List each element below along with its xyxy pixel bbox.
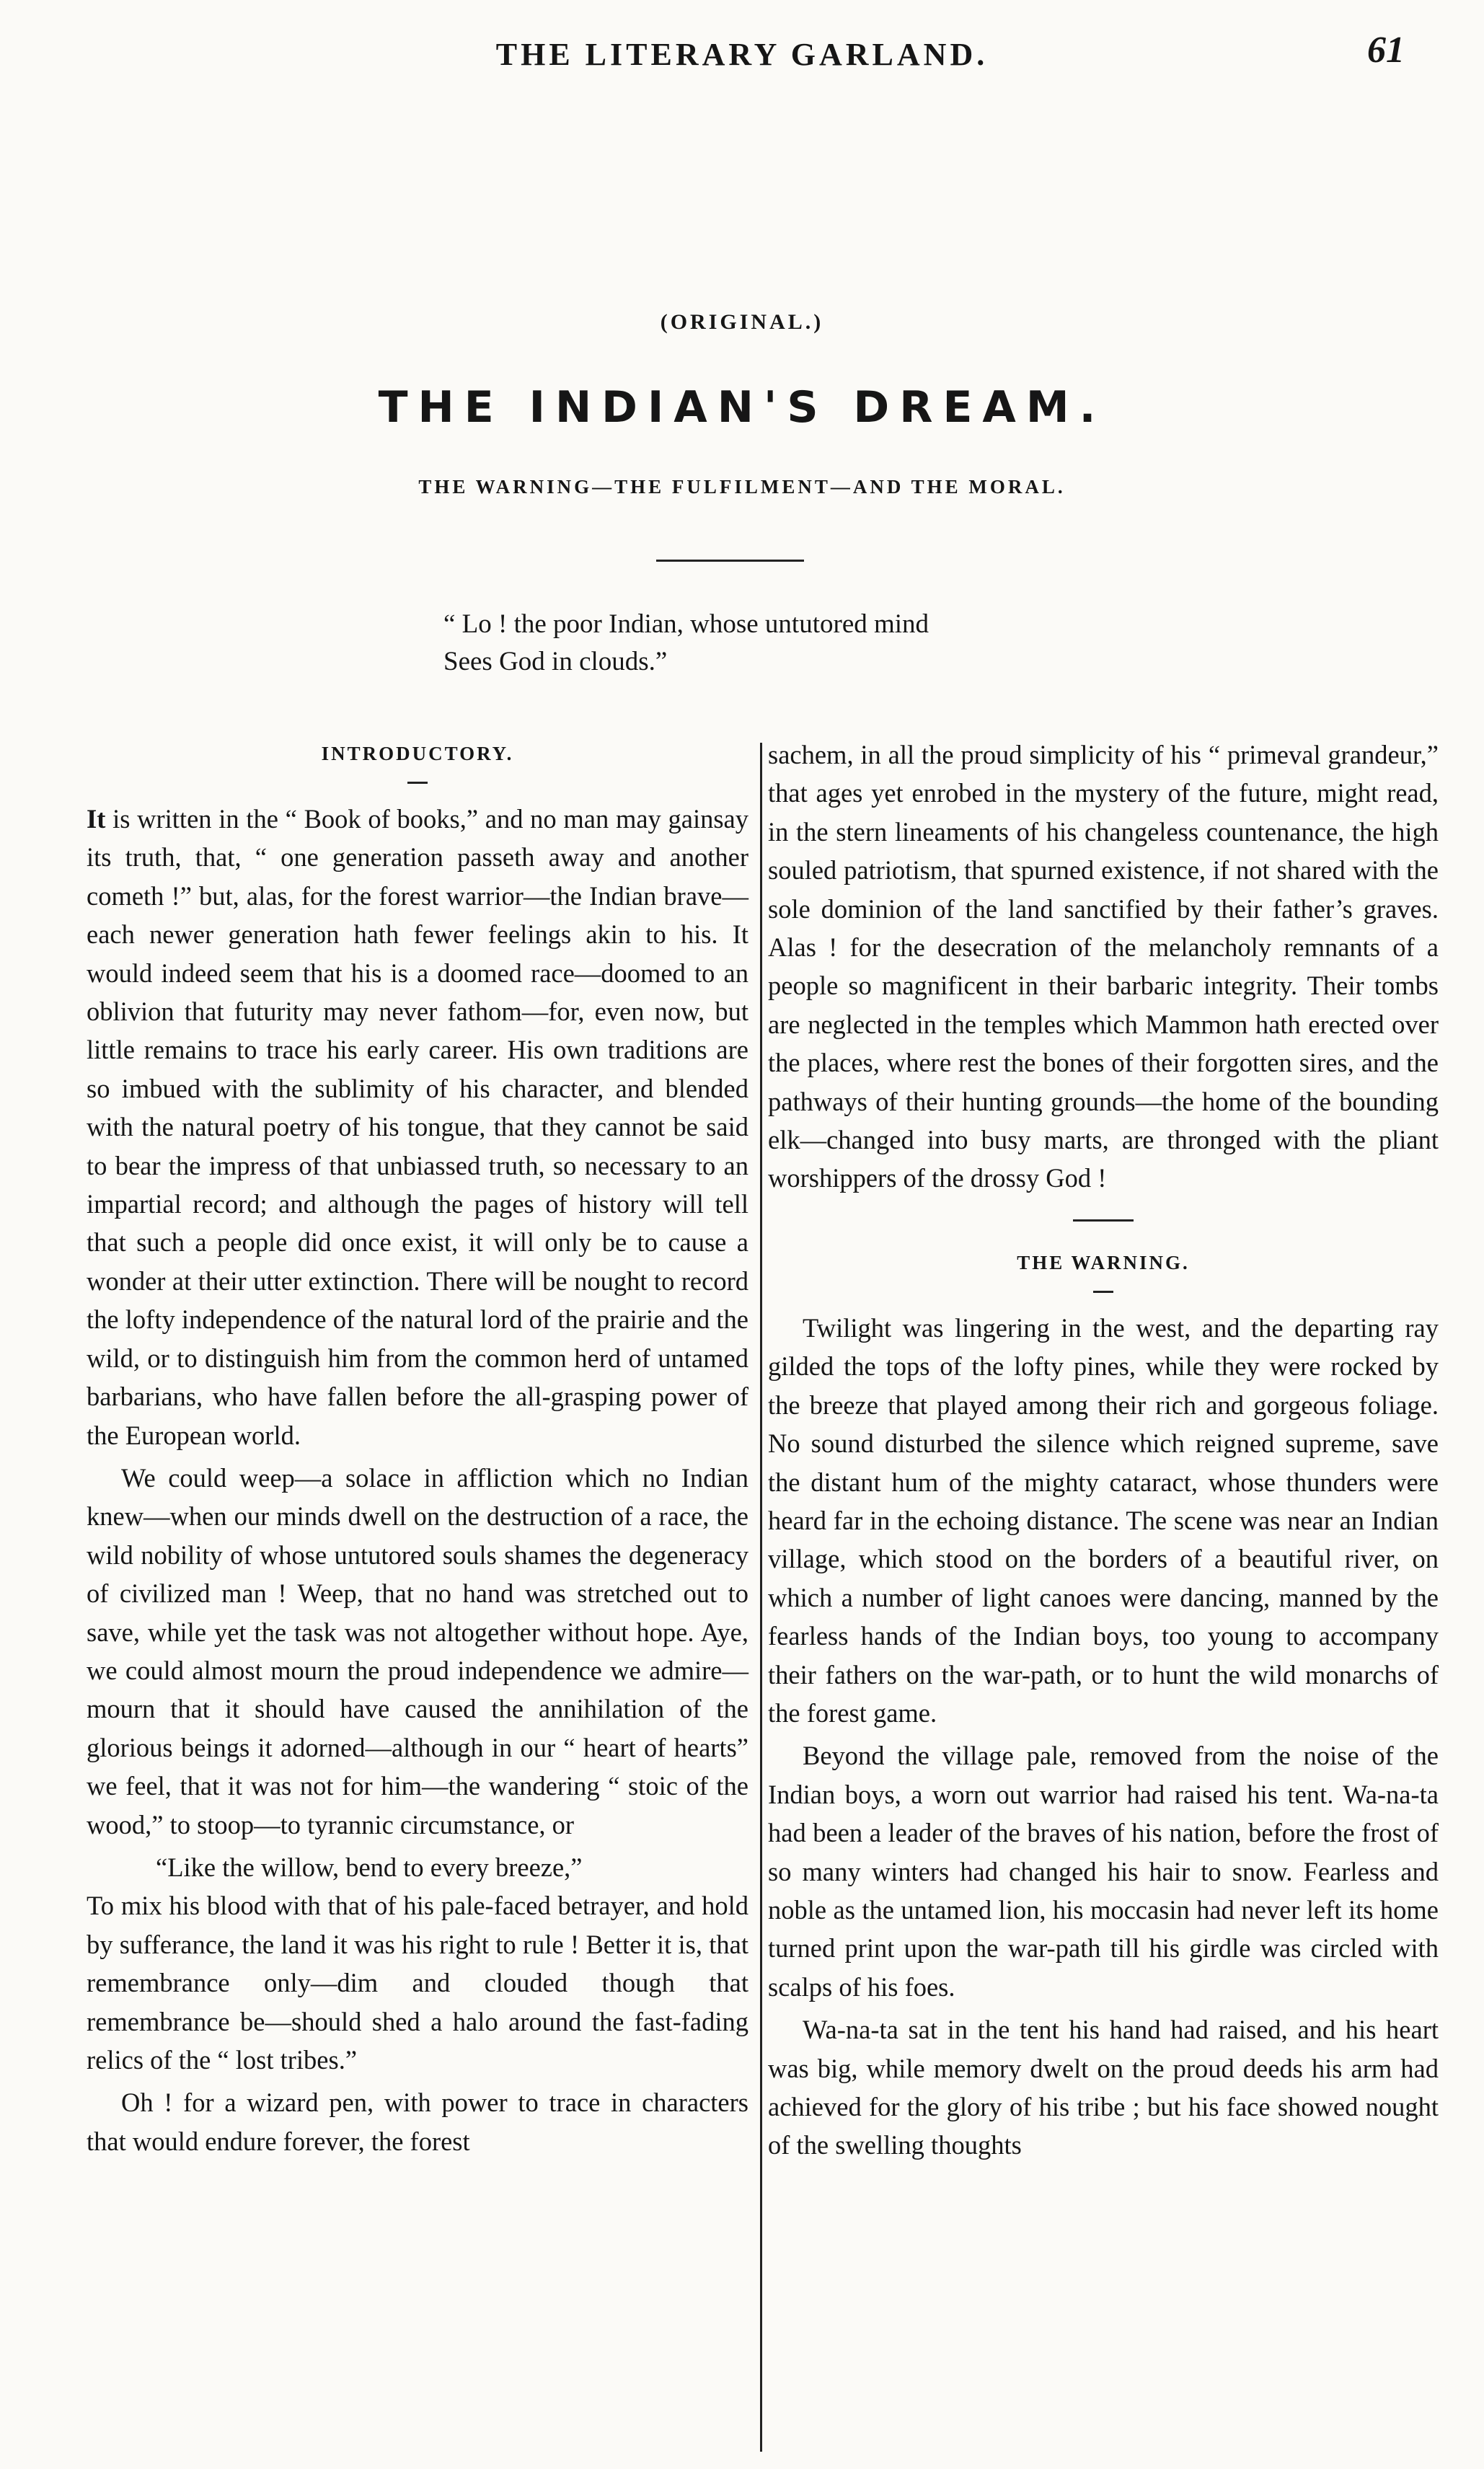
right-column: [768, 736, 1439, 2169]
paragraph: [87, 800, 748, 1454]
paragraph: To mix his blood with that of his pale-faced betrayer, and hold by sufferance, the land it was his right to rule ! Better it is, that remembrance only—dim and clouded though that remembrance be—should shed a halo around the fast-fading relics of the “ lost tribes.”: [87, 1891, 748, 2075]
drop-initial: It: [87, 804, 106, 834]
column-divider: [760, 743, 762, 2452]
paragraph: Beyond the village pale, removed from the noise of the Indian boys, a worn out warrior had raised his tent. Wa-na-ta had been a leader of the braves of his nation, before the frost of so many winters had changed his hair to snow. Fearless and noble as the untamed lion, his moccasin had never left its home turned print upon the war-path till his girdle was circled with scalps of his foes.: [768, 1741, 1439, 2002]
paragraph-continued: sachem, in all the proud simplicity of his “ primeval grandeur,” that ages yet enrobed in the mystery of the future, might read, in the stern lineaments of his changeless countenance, the high souled patriotism, that spurned existence, if not shared with the sole dominion of the land sanctified by their father’s graves. Alas ! for the desecration of the melancholy remnants of a people so magnificent in their barbaric integrity. Their tombs are neglected in the temples which Mammon hath erected over the places, where rest the bones of their forgotten sires, and the pathways of their hunting grounds—the home of the bounding elk—changed into busy marts, are thronged with the pliant worshippers of the drossy God !: [768, 740, 1439, 1193]
running-head: THE LITERARY GARLAND.: [495, 37, 989, 72]
paragraph-text: is written in the “ Book of books,” and no man may gainsay its truth, that, “ one generation passeth away and another cometh !” but, alas, for the forest warrior—the Indian brave—each newer generation hath fewer feelings akin to his. It would indeed seem that his is a doomed race—doomed to an oblivion that futurity may never fathom—for, even now, but little remains to trace his early career. His own traditions are so imbued with the sublimity of his character, and blended with the natural poetry of his tongue, that they cannot be said to bear the impress of that unbiassed truth, so necessary to an impartial record; and although the pages of history will tell that such a people did once exist, it will only be to cause a wonder at their utter extinction. There will be nought to record the lofty independence of the natural lord of the prairie and the wild, or to distinguish him from the common herd of untamed barbarians, who have fallen before the all-grasping power of the European world.: [87, 804, 748, 1450]
left-column: [87, 736, 748, 2165]
heading-dash: [407, 782, 428, 784]
paragraph: We could weep—a solace in affliction which no Indian knew—when our minds dwell on the destruction of a race, the wild nobility of whose untutored souls shames the degeneracy of civilized man ! Weep, that no hand was stretched out to save, while yet the task was not altogether without hope. Aye, we could almost mourn the proud independence we admire—mourn that it should have caused the annihilation of the glorious beings it adorned—although in our “ heart of hearts” we feel, that it was not for him—the wandering “ stoic of the wood,” to stoop—to tyrannic circumstance, or: [87, 1462, 748, 1839]
heading-dash: [1093, 1291, 1113, 1293]
section-heading-warning: THE WARNING.: [1017, 1251, 1190, 1273]
article-title: THE INDIAN'S DREAM.: [378, 382, 1106, 433]
section-heading-introductory: INTRODUCTORY.: [321, 743, 514, 764]
paragraph: Twilight was lingering in the west, and the departing ray gilded the tops of the lofty pines, while they were rocked by the breeze that played among their rich and gorgeous foliage. No sound disturbed the silence which reigned supreme, save the distant hum of the mighty cataract, whose thunders were heard far in the echoing distance. The scene was near an Indian village, which stood on the borders of a beautiful river, on which a number of light canoes were dancing, manned by the fearless hands of the Indian boys, too young to accompany their fathers on the war-path, or to hunt the wild monarchs of the forest game.: [768, 1312, 1439, 1728]
title-rule: [656, 560, 804, 562]
paragraph: Oh ! for a wizard pen, with power to trace in characters that would endure forever, the forest: [87, 2088, 748, 2156]
epigraph: [443, 606, 929, 681]
epigraph-line-1: “ Lo ! the poor Indian, whose untutored mind: [443, 609, 929, 639]
epigraph-line-2: Sees God in clouds.”: [443, 647, 668, 676]
article-subtitle: THE WARNING—THE FULFILMENT—AND THE MORAL.: [418, 476, 1066, 498]
section-rule: [1073, 1219, 1134, 1222]
page-number: 61: [1367, 30, 1405, 71]
verse-quote: “Like the willow, bend to every breeze,”: [156, 1852, 583, 1882]
original-tag: (ORIGINAL.): [660, 310, 824, 334]
paragraph: Wa-na-ta sat in the tent his hand had raised, and his heart was big, while memory dwelt on the proud deeds his arm had achieved for the glory of his tribe ; but his face showed nought of the swelling thoughts: [768, 2015, 1439, 2160]
